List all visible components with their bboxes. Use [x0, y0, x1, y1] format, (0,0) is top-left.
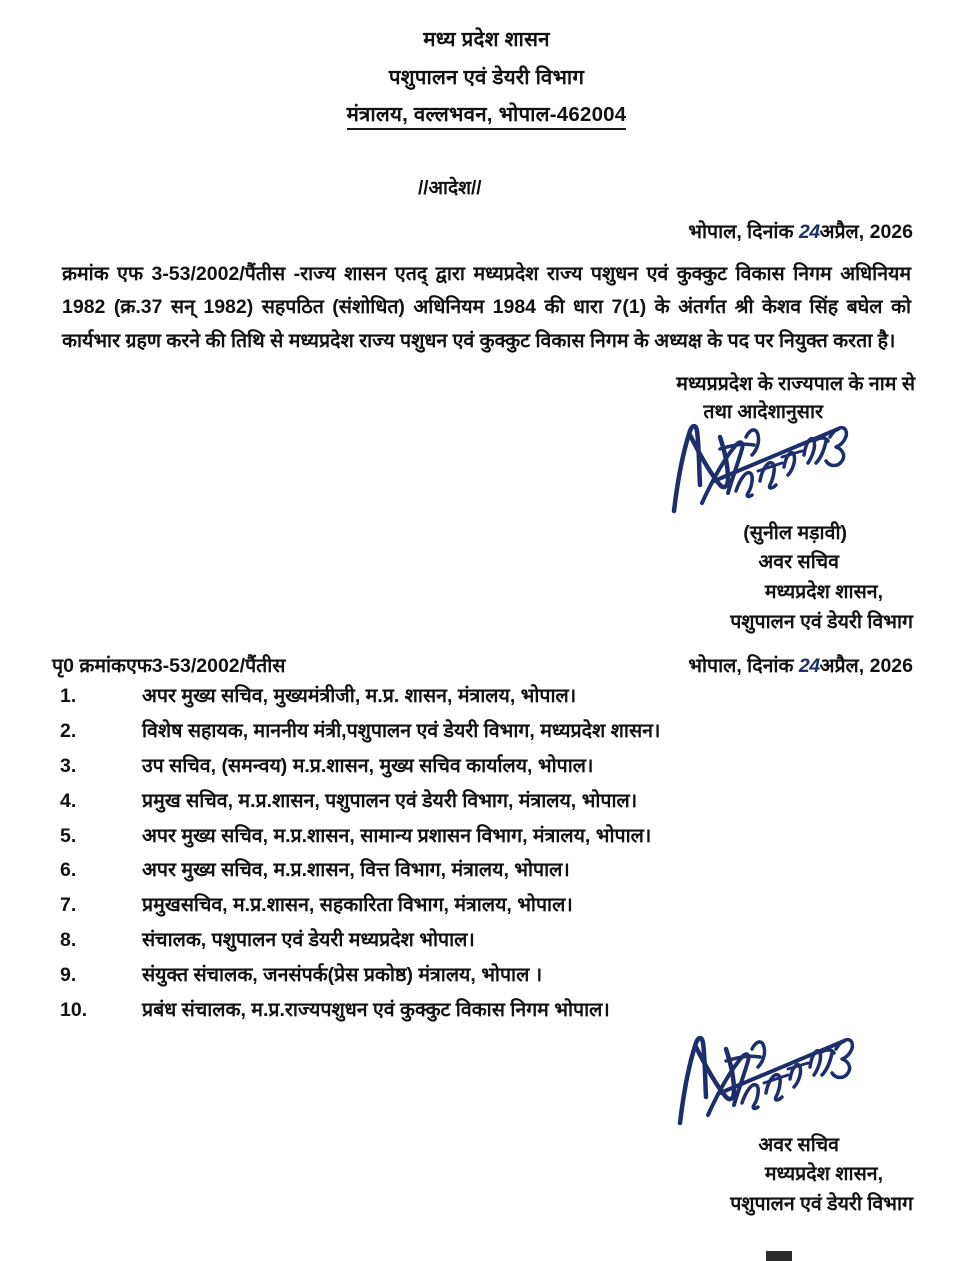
- list-item-number: 2.: [60, 719, 77, 742]
- list-item-number: 6.: [60, 859, 77, 882]
- list-item-number: 9.: [60, 963, 77, 986]
- list-item-text: संयुक्त संचालक, जनसंपर्क(प्रेस प्रकोष्ठ) मंत्रालय, भोपाल ।: [142, 963, 543, 986]
- signatory-designation: अवर सचिव: [758, 551, 839, 574]
- list-item: [52, 893, 933, 918]
- signature-area-top: [0, 427, 973, 519]
- list-item-text: प्रमुख सचिव, म.प्र.शासन, पशुपालन एवं डेयरी विभाग, मंत्रालय, भोपाल।: [142, 789, 638, 812]
- order-date-handwritten: 24: [798, 220, 820, 243]
- list-item-text: संचालक, पशुपालन एवं डेयरी मध्यप्रदेश भोपाल।: [142, 929, 475, 952]
- list-item-number: 7.: [60, 894, 77, 917]
- signatory-block-top: [0, 519, 973, 638]
- bottom-signatory-department: पशुपालन एवं डेयरी विभाग: [730, 1192, 913, 1215]
- letterhead-department-name: पशुपालन एवं डेयरी विभाग: [388, 65, 585, 89]
- bottom-signatory-designation: अवर सचिव: [758, 1133, 839, 1156]
- letterhead-address: मंत्रालय, वल्लभवन, भोपाल-462004: [347, 105, 627, 130]
- list-item-text: प्रमुखसचिव, म.प्र.शासन, सहकारिता विभाग, मंत्रालय, भोपाल।: [142, 894, 573, 917]
- list-item: [52, 963, 933, 988]
- order-place-date: [0, 217, 973, 244]
- order-month-year: अप्रैल, 2026: [819, 220, 913, 243]
- signatory-department: पशुपालन एवं डेयरी विभाग: [730, 610, 913, 633]
- signatory-name: (सुनील मड़ावी): [743, 521, 847, 544]
- signatory-government: मध्यप्रदेश शासन,: [764, 580, 883, 603]
- list-item-text: प्रबंध संचालक, म.प्र.राज्यपशुधन एवं कुक्कुट विकास निगम भोपाल।: [142, 998, 610, 1021]
- list-item: [52, 998, 933, 1023]
- endorsement-month-year: अप्रैल, 2026: [819, 655, 913, 678]
- endorsement-date-handwritten: 24: [798, 655, 820, 678]
- list-item-number: 8.: [60, 929, 77, 952]
- order-body-paragraph: क्रमांक एफ 3-53/2002/पैंतीस -राज्य शासन एतद् द्वारा मध्यप्रदेश राज्य पशुधन एवं कुक्कुट विकास निगम अधिनियम 1982 (क्र.37 सन् 1982) सहपठित (संशोधित) अधिनियम 1984 की धारा 7(1) के अंतर्गत श्री केशव सिंह बघेल को कार्यभार ग्रहण करने की तिथि से मध्यप्रदेश राज्य पशुधन एवं कुक्कुट विकास निगम के अध्यक्ष के पद पर नियुक्त करता है।: [62, 262, 911, 352]
- distribution-list: [0, 684, 973, 1023]
- authority-by-order-line: तथा आदेशानुसार: [703, 401, 823, 424]
- list-item: [52, 824, 933, 849]
- list-item: [52, 928, 933, 953]
- order-title: //आदेश//: [418, 177, 482, 199]
- signature-area-bottom: [0, 1033, 973, 1129]
- list-item-text: अपर मुख्य सचिव, म.प्र.शासन, सामान्य प्रशासन विभाग, मंत्रालय, भोपाल।: [142, 824, 652, 847]
- authority-governor-line: मध्यप्रप्रदेश के राज्यपाल के नाम से: [676, 373, 915, 396]
- endorsement-place-date: [688, 651, 913, 678]
- list-item-text: विशेष सहायक, माननीय मंत्री,पशुपालन एवं डेयरी विभाग, मध्यप्रदेश शासन।: [142, 719, 661, 742]
- list-item-text: अपर मुख्य सचिव, म.प्र.शासन, वित्त विभाग, मंत्रालय, भोपाल।: [142, 859, 570, 882]
- list-item-number: 3.: [60, 754, 77, 777]
- letterhead: [0, 0, 973, 130]
- list-item-text: अपर मुख्य सचिव, मुख्यमंत्रीजी, म.प्र. शासन, मंत्रालय, भोपाल।: [142, 685, 577, 708]
- list-item-number: 4.: [60, 789, 77, 812]
- handwritten-signature-icon: [668, 1027, 858, 1127]
- list-item-number: 10.: [60, 998, 88, 1021]
- bottom-signatory-government: मध्यप्रदेश शासन,: [764, 1163, 883, 1186]
- endorsement-reference: पृ0 क्रमांकएफ3-53/2002/पैंतीस: [52, 655, 286, 678]
- list-item: [52, 719, 933, 744]
- endorsement-place-label: भोपाल, दिनांक: [688, 655, 799, 678]
- handwritten-signature-icon: [662, 415, 852, 515]
- letterhead-government-name: मध्य प्रदेश शासन: [423, 28, 550, 51]
- signatory-block-bottom: [0, 1131, 973, 1220]
- list-item-number: 1.: [60, 685, 77, 708]
- list-item: [52, 684, 933, 709]
- list-item-number: 5.: [60, 824, 77, 847]
- list-item: [52, 754, 933, 779]
- scan-edge-mark: [766, 1251, 792, 1261]
- list-item-text: उप सचिव, (समन्वय) म.प्र.शासन, मुख्य सचिव कार्यालय, भोपाल।: [142, 754, 594, 777]
- list-item: [52, 789, 933, 814]
- order-place-label: भोपाल, दिनांक: [688, 220, 799, 243]
- endorsement-row: [0, 651, 973, 678]
- list-item: [52, 858, 933, 883]
